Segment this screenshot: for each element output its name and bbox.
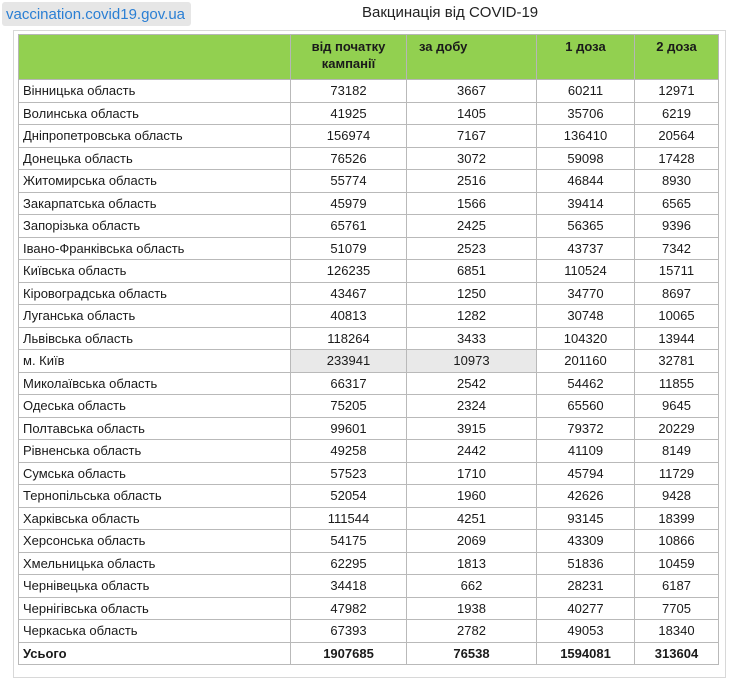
total-cell: 156974: [291, 125, 407, 148]
day-cell: 3915: [407, 417, 537, 440]
column-header-region: [19, 35, 291, 80]
region-cell: Полтавська область: [19, 417, 291, 440]
table-row: [19, 215, 719, 238]
table-row: [19, 350, 719, 373]
dose2-cell: 313604: [635, 642, 719, 665]
region-cell: Херсонська область: [19, 530, 291, 553]
dose2-cell: 6187: [635, 575, 719, 598]
dose1-cell: 41109: [537, 440, 635, 463]
dose1-cell: 49053: [537, 620, 635, 643]
day-cell: 2782: [407, 620, 537, 643]
dose1-cell: 60211: [537, 80, 635, 103]
table-row: [19, 237, 719, 260]
dose2-cell: 11855: [635, 372, 719, 395]
total-cell: 75205: [291, 395, 407, 418]
dose2-cell: 10459: [635, 552, 719, 575]
total-cell: 55774: [291, 170, 407, 193]
table-row: [19, 372, 719, 395]
dose2-cell: 9428: [635, 485, 719, 508]
table-row: [19, 192, 719, 215]
dose1-cell: 59098: [537, 147, 635, 170]
region-cell: Рівненська область: [19, 440, 291, 463]
day-cell: 4251: [407, 507, 537, 530]
dose1-cell: 46844: [537, 170, 635, 193]
dose2-cell: 20229: [635, 417, 719, 440]
table-row: [19, 575, 719, 598]
total-cell: 45979: [291, 192, 407, 215]
dose2-cell: 8930: [635, 170, 719, 193]
region-cell: Усього: [19, 642, 291, 665]
day-cell: 1938: [407, 597, 537, 620]
dose1-cell: 93145: [537, 507, 635, 530]
day-cell: 2425: [407, 215, 537, 238]
dose2-cell: 17428: [635, 147, 719, 170]
dose2-cell: 12971: [635, 80, 719, 103]
day-cell: 76538: [407, 642, 537, 665]
dose2-cell: 18399: [635, 507, 719, 530]
region-cell: Одеська область: [19, 395, 291, 418]
day-cell: 1566: [407, 192, 537, 215]
dose2-cell: 15711: [635, 260, 719, 283]
dose1-cell: 104320: [537, 327, 635, 350]
region-cell: Чернігівська область: [19, 597, 291, 620]
dose1-cell: 54462: [537, 372, 635, 395]
day-cell: 7167: [407, 125, 537, 148]
dose2-cell: 11729: [635, 462, 719, 485]
column-header-total: від початку кампанії: [291, 35, 407, 80]
dose1-cell: 42626: [537, 485, 635, 508]
dose2-cell: 6219: [635, 102, 719, 125]
region-cell: Харківська область: [19, 507, 291, 530]
total-cell: 111544: [291, 507, 407, 530]
dose1-cell: 56365: [537, 215, 635, 238]
dose1-cell: 110524: [537, 260, 635, 283]
dose1-cell: 136410: [537, 125, 635, 148]
table-header-row: [19, 35, 719, 80]
total-cell: 51079: [291, 237, 407, 260]
day-cell: 2069: [407, 530, 537, 553]
total-cell: 99601: [291, 417, 407, 440]
table-body: [19, 80, 719, 665]
page-title: Вакцинація від COVID-19: [362, 4, 539, 21]
dose2-cell: 20564: [635, 125, 719, 148]
dose1-cell: 45794: [537, 462, 635, 485]
table-row: [19, 440, 719, 463]
total-cell: 118264: [291, 327, 407, 350]
region-cell: Житомирська область: [19, 170, 291, 193]
dose1-cell: 65560: [537, 395, 635, 418]
region-cell: Сумська область: [19, 462, 291, 485]
day-cell: 1710: [407, 462, 537, 485]
total-cell: 126235: [291, 260, 407, 283]
dose2-cell: 32781: [635, 350, 719, 373]
vaccination-table: [18, 34, 719, 665]
day-cell: 3072: [407, 147, 537, 170]
total-cell: 49258: [291, 440, 407, 463]
dose2-cell: 13944: [635, 327, 719, 350]
total-cell: 62295: [291, 552, 407, 575]
region-cell: Івано-Франківська область: [19, 237, 291, 260]
dose2-cell: 7705: [635, 597, 719, 620]
day-cell: 1405: [407, 102, 537, 125]
table-row: [19, 530, 719, 553]
table-row: [19, 125, 719, 148]
dose1-cell: 35706: [537, 102, 635, 125]
column-header-dose1: 1 доза: [537, 35, 635, 80]
table-row: [19, 597, 719, 620]
region-cell: Донецька область: [19, 147, 291, 170]
total-cell: 57523: [291, 462, 407, 485]
dose2-cell: 7342: [635, 237, 719, 260]
region-cell: Дніпропетровська область: [19, 125, 291, 148]
table-row: [19, 80, 719, 103]
region-cell: Тернопільська область: [19, 485, 291, 508]
day-cell: 2516: [407, 170, 537, 193]
region-cell: Черкаська область: [19, 620, 291, 643]
table-row: [19, 260, 719, 283]
total-cell: 34418: [291, 575, 407, 598]
dose2-cell: 18340: [635, 620, 719, 643]
dose2-cell: 10866: [635, 530, 719, 553]
region-cell: Закарпатська область: [19, 192, 291, 215]
region-cell: Волинська область: [19, 102, 291, 125]
table-row: [19, 485, 719, 508]
region-cell: Луганська область: [19, 305, 291, 328]
region-cell: Київська область: [19, 260, 291, 283]
dose1-cell: 40277: [537, 597, 635, 620]
day-cell: 1282: [407, 305, 537, 328]
region-cell: Миколаївська область: [19, 372, 291, 395]
region-cell: Львівська область: [19, 327, 291, 350]
dose1-cell: 28231: [537, 575, 635, 598]
table-row: [19, 102, 719, 125]
column-header-day: за добу: [407, 35, 537, 80]
dose2-cell: 9645: [635, 395, 719, 418]
region-cell: Чернівецька область: [19, 575, 291, 598]
table-row: [19, 507, 719, 530]
total-cell: 47982: [291, 597, 407, 620]
total-cell: 66317: [291, 372, 407, 395]
day-cell: 1813: [407, 552, 537, 575]
day-cell: 2523: [407, 237, 537, 260]
table-row: [19, 462, 719, 485]
day-cell: 3667: [407, 80, 537, 103]
table-row: [19, 620, 719, 643]
day-cell: 2442: [407, 440, 537, 463]
total-cell: 54175: [291, 530, 407, 553]
day-cell: 3433: [407, 327, 537, 350]
dose1-cell: 79372: [537, 417, 635, 440]
total-cell: 233941: [291, 350, 407, 373]
column-header-dose2: 2 доза: [635, 35, 719, 80]
total-cell: 40813: [291, 305, 407, 328]
day-cell: 1250: [407, 282, 537, 305]
total-cell: 65761: [291, 215, 407, 238]
dose2-cell: 6565: [635, 192, 719, 215]
day-cell: 10973: [407, 350, 537, 373]
table-row: [19, 552, 719, 575]
dose1-cell: 51836: [537, 552, 635, 575]
day-cell: 1960: [407, 485, 537, 508]
table-row: [19, 305, 719, 328]
day-cell: 662: [407, 575, 537, 598]
region-cell: м. Київ: [19, 350, 291, 373]
total-cell: 76526: [291, 147, 407, 170]
dose2-cell: 8149: [635, 440, 719, 463]
source-url-badge: vaccination.covid19.gov.ua: [2, 2, 191, 26]
table-row: [19, 147, 719, 170]
dose1-cell: 43737: [537, 237, 635, 260]
dose2-cell: 8697: [635, 282, 719, 305]
dose1-cell: 34770: [537, 282, 635, 305]
table-row: [19, 327, 719, 350]
day-cell: 6851: [407, 260, 537, 283]
day-cell: 2324: [407, 395, 537, 418]
region-cell: Кіровоградська область: [19, 282, 291, 305]
day-cell: 2542: [407, 372, 537, 395]
total-cell: 73182: [291, 80, 407, 103]
total-cell: 1907685: [291, 642, 407, 665]
total-cell: 67393: [291, 620, 407, 643]
total-cell: 41925: [291, 102, 407, 125]
dose1-cell: 30748: [537, 305, 635, 328]
total-cell: 43467: [291, 282, 407, 305]
dose1-cell: 1594081: [537, 642, 635, 665]
table-row: [19, 170, 719, 193]
table-row: [19, 282, 719, 305]
region-cell: Вінницька область: [19, 80, 291, 103]
table-container: [13, 30, 726, 678]
region-cell: Запорізька область: [19, 215, 291, 238]
dose1-cell: 201160: [537, 350, 635, 373]
dose2-cell: 9396: [635, 215, 719, 238]
region-cell: Хмельницька область: [19, 552, 291, 575]
table-row: [19, 395, 719, 418]
table-total-row: [19, 642, 719, 665]
dose1-cell: 43309: [537, 530, 635, 553]
dose2-cell: 10065: [635, 305, 719, 328]
total-cell: 52054: [291, 485, 407, 508]
dose1-cell: 39414: [537, 192, 635, 215]
table-row: [19, 417, 719, 440]
